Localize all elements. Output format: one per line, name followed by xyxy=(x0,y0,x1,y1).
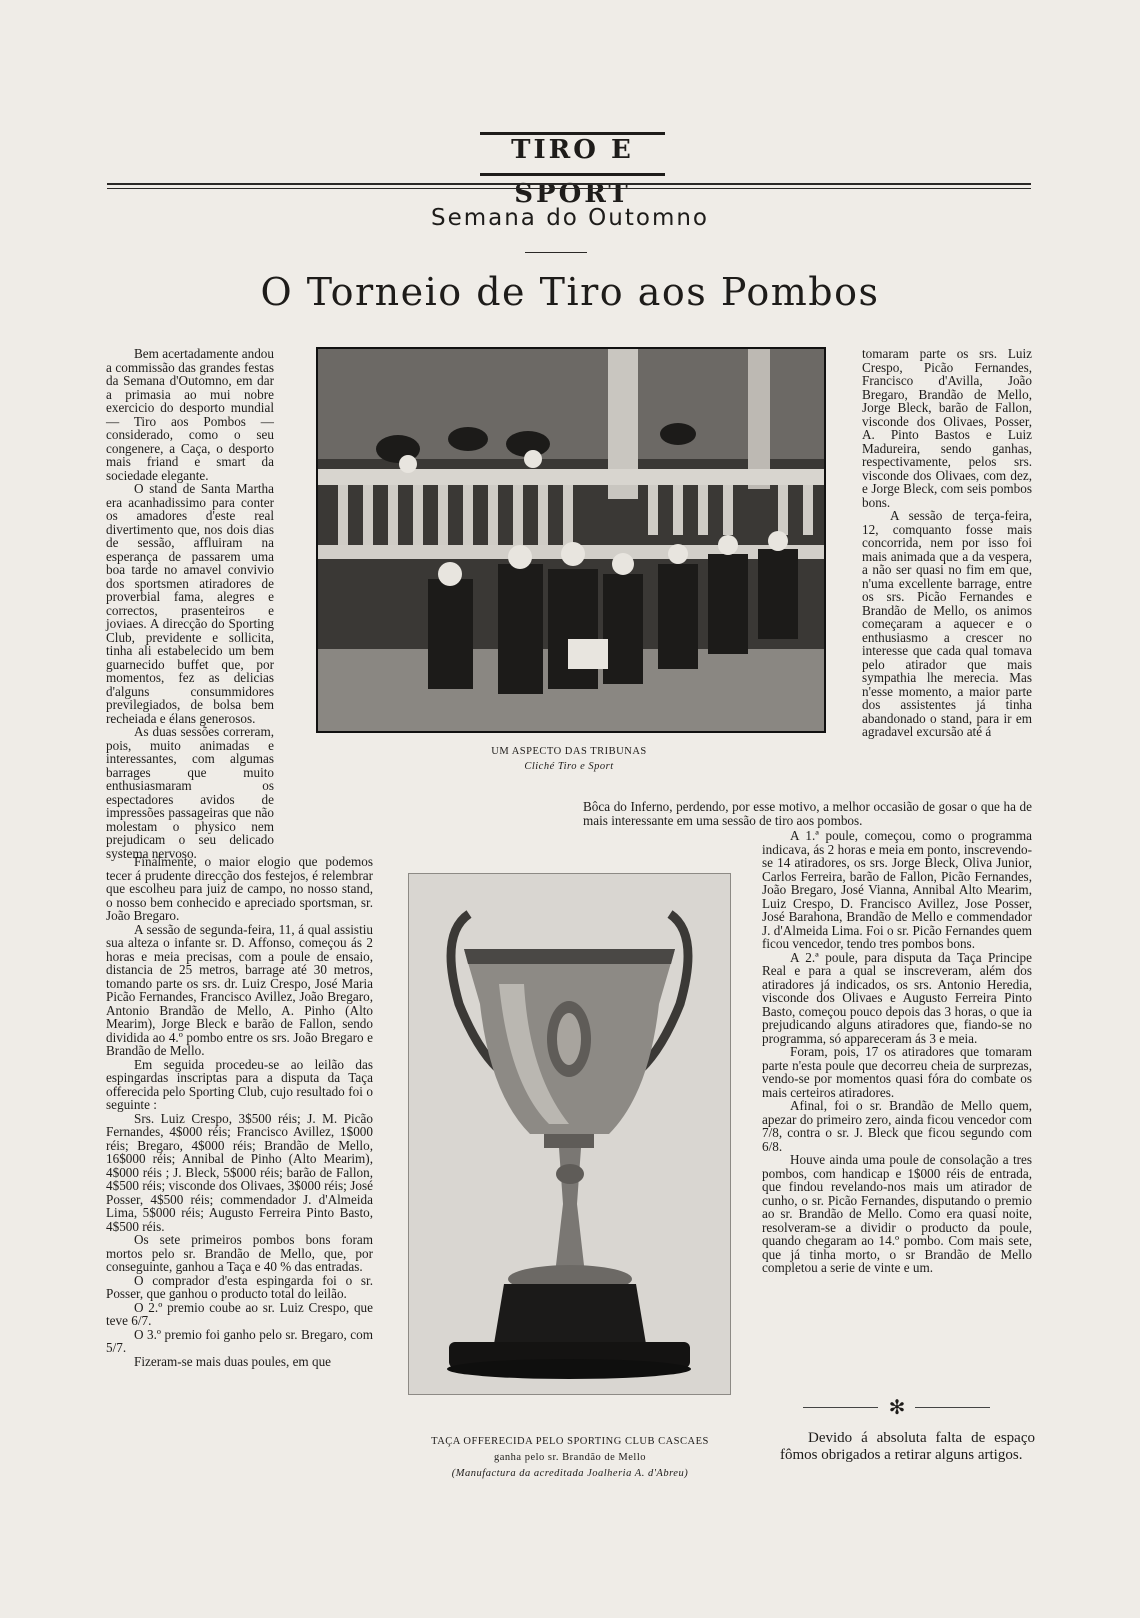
paragraph: A sessão de segunda-feira, 11, á qual assistiu sua alteza o infante sr. D. Affonso, começou ás 2 horas e meia precisas, com a poule de ensaio, distancia de 25 metros, barrage até 30 metros, tomando parte os srs. dr. Luiz Crespo, José Maria Picão Fernandes, Francisco Avillez, João Bregaro, Antonio Brandão de Mello, A. Pinho (Alto Mearim), Jorge Bleck e barão de Fallon, sendo dividida ao 4.º pombo entre os srs. João Bregaro e Brandão de Mello. xyxy=(106,921,373,1058)
paragraph: Bem acertadamente andou a commissão das grandes festas da Semana d'Outomno, em dar a primasia ao mui nobre exercicio do desporto mundial — Tiro aos Pombos — considerado, como o seu congenere, a Caça, o desporto mais friand e smart da sociedade elegante. xyxy=(106,346,274,483)
paragraph: O 2.º premio coube ao sr. Luiz Crespo, que teve 6/7. xyxy=(106,1299,373,1328)
paragraph: O stand de Santa Martha era acanhadissimo para conter os amadores d'este real divertimento que, nos dois dias de sessão, affluiram na esperança de passarem uma boa tarde no amavel convivio dos sportsmen atiradores de proverbial fama, alegres e correctos, prasenteiros e joviaes. A direcção do Sporting Club, previdente e sollicita, tinha ali estabelecido um bem guarnecido buffet que, por momentos, fez as delicias d'alguns consummidores previlegiados, de bolsa bem recheiada e élans generosos. xyxy=(106,481,274,726)
article-headline: O Torneio de Tiro aos Pombos xyxy=(260,270,880,314)
tribunas-caption: UM ASPECTO DAS TRIBUNAS xyxy=(491,746,647,757)
paragraph: A 2.ª poule, para disputa da Taça Principe Real e para a qual se inscreveram, além dos atiradores já indicados, os srs. Antonio Heredia, visconde dos Olivaes e Augusto Ferreira Pinto Basto, começou pouco depois das 3 horas, o que ia prejudicando alguns atiradores que, fiando-se no programma, só appareceram ás 3 e meia. xyxy=(762,949,1032,1046)
paragraph: Houve ainda uma poule de consolação a tres pombos, com handicap e 1$000 réis de entrada, que findou revelando-nos mais um atirador de cunho, o sr. Picão Fernandes, disputando o premio ao sr. Brandão de Mello. Como era quasi noite, resolveram-se a dividir o producto da poule, quando chegaram ao 14.º pombo. Com mais sete, que já tinha morto, o sr Brandão de Mello completou a serie de vinte e um. xyxy=(762,1152,1032,1275)
tribunas-caption-block xyxy=(316,746,822,772)
ornament-rule-right xyxy=(915,1407,990,1408)
masthead-logo xyxy=(480,128,665,209)
header-rule-thin xyxy=(107,188,1031,189)
trophy-photo xyxy=(408,873,731,1395)
paragraph: Srs. Luiz Crespo, 3$500 réis; J. M. Picão Fernandes, 4$000 réis; Francisco Avillez, 1$000 réis; Bregaro, 4$000 réis; Brandão de Mello, 16$000 réis; Annibal de Pinho (Alto Mearim), 4$000 réis ; J. Bleck, 5$000 réis; barão de Fallon, 4$500 réis; visconde dos Olivaes, 3$000 réis; José Posser, 4$500 réis; commendador J. d'Almeida Lima, 5$000 réis; Augusto Ferreira Pinto Basto, 4$500 réis. xyxy=(106,1110,373,1234)
paragraph: Foram, pois, 17 os atiradores que tomaram parte n'esta poule que decorreu cheia de surprezas, vendo-se por momentos quasi fóra do combate os mais certeiros atiradores. xyxy=(762,1044,1032,1100)
space-notice xyxy=(780,1430,1035,1464)
trophy-caption: TAÇA OFFERECIDA PELO SPORTING CLUB CASCAES xyxy=(431,1436,709,1447)
column-left-top xyxy=(106,346,274,861)
trophy-caption-block xyxy=(395,1436,745,1479)
column-left-bottom xyxy=(106,855,373,1485)
paragraph: A 1.ª poule, começou, como o programma indicava, ás 2 horas e meia em ponto, inscrevendo-se 14 atiradores, os srs. Jorge Bleck, Oliva Junior, Carlos Ferreira, barão de Fallon, Picão Fernandes, João Bregaro, José Vianna, Annibal Alto Mearim, Luiz Crespo, D. Francisco Avillez, Jose Posser, José Barahona, Brandão de Mello e commendador J. d'Almeida Lima. Foi o sr. Picão Fernandes quem ficou vencedor, tendo tres pombos bons. xyxy=(762,828,1032,951)
trophy-cup-icon xyxy=(409,874,730,1394)
masthead-frame xyxy=(480,132,665,176)
notice-text: Devido á absoluta falta de espaço fômos obrigados a retirar alguns artigos. xyxy=(780,1430,1035,1463)
paragraph: O 3.º premio foi ganho pelo sr. Bregaro, com 5/7. xyxy=(106,1326,373,1355)
paragraph: Os sete primeiros pombos bons foram mortos pelo sr. Brandão de Mello, que, por conseguinte, ganhou a Taça e 40 % das entradas. xyxy=(106,1232,373,1274)
asterisk-ornament-icon: ✻ xyxy=(888,1397,906,1419)
tribunas-photo xyxy=(316,347,826,733)
paragraph: Fizeram-se mais duas poules, em que xyxy=(134,1353,332,1369)
tribunas-credit: Cliché Tiro e Sport xyxy=(524,761,614,772)
ornament-rule-left xyxy=(803,1407,878,1408)
column-right-bottom xyxy=(762,829,1032,1395)
trophy-subcaption: ganha pelo sr. Brandão de Mello xyxy=(494,1452,646,1463)
paragraph: O comprador d'esta espingarda foi o sr. Posser, que ganhou o producto total do leilão. xyxy=(106,1272,373,1301)
tribunas-illustration xyxy=(318,349,824,731)
article-kicker: Semana do Outomno xyxy=(430,205,710,231)
paragraph: Bôca do Inferno, perdendo, por esse motivo, a melhor occasião de gosar o que ha de mais interessante em uma sessão de tiro aos pombos. xyxy=(583,799,1032,828)
column-right-continuation xyxy=(583,800,1032,828)
header-rule xyxy=(107,183,1031,185)
paragraph: Em seguida procedeu-se ao leilão das espingardas inscriptas para a disputa da Taça offerecida pelo Sporting Club, cujo resultado foi o seguinte : xyxy=(106,1056,373,1112)
trophy-credit: (Manufactura da acreditada Joalheria A. d'Abreu) xyxy=(451,1468,689,1479)
masthead-text: TIRO E SPORT xyxy=(511,135,634,209)
paragraph: tomaram parte os srs. Luiz Crespo, Picão Fernandes, Francisco d'Avilla, João Bregaro, Brandão de Mello, Jorge Bleck, barão de Fallon, visconde dos Olivaes, Posser, A. Pinto Bastos e Luiz Madureira, sendo ganhas, respectivamente, pelos srs. visconde dos Olivaes, com dez, e Jorge Bleck, com seis pombos bons. xyxy=(862,346,1032,510)
paragraph: Finalmente, o maior elogio que podemos tecer á prudente direcção dos festejos, é relembrar que escolheu para juiz de campo, no nosso stand, o nosso bem conhecido e apreciado sportsman, sr. João Bregaro. xyxy=(106,854,373,923)
title-divider xyxy=(525,252,587,253)
column-right-top xyxy=(862,347,1032,792)
paragraph: Afinal, foi o sr. Brandão de Mello quem, apezar do primeiro zero, ainda ficou vencedor com 7/8, contra o sr. J. Bleck que ficou segundo com 6/8. xyxy=(762,1098,1032,1154)
paragraph: As duas sessões correram, pois, muito animadas e interessantes, com algumas barrages que muito enthusiasmaram os espectadores avidos de impressões passageiras que não molestam o physico nem prejudicam o seu delicado systema nervoso. xyxy=(106,724,274,861)
paragraph: A sessão de terça-feira, 12, comquanto fosse mais concorrida, nem por isso foi mais animada que a da vespera, a não ser quasi no fim em que, n'uma excellente barrage, entre os srs. Picão Fernandes e Brandão de Mello, os animos começaram a aquecer e o enthusiasmo a crescer no interesse que cada qual tomava pelo atirador que mais sympathia lhe merecia. Mas n'esse momento, a maior parte dos assistentes já tinha abandonado o stand, para ir em agradavel excursão até á xyxy=(862,508,1032,739)
